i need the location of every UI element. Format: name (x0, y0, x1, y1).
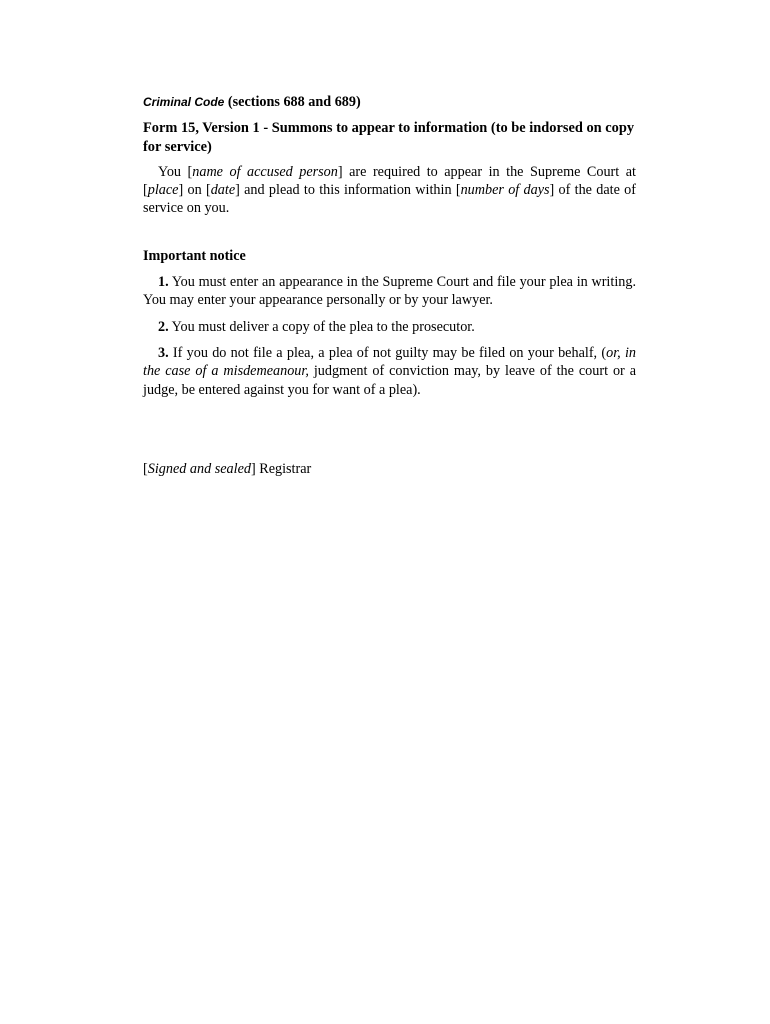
act-reference (143, 93, 636, 111)
summons-text-on: ] on [ (178, 182, 211, 199)
signature-line (143, 460, 636, 478)
summons-text-service: ] of the date of service on you. (143, 182, 637, 217)
notice-item-3 (143, 344, 636, 399)
summons-text-you: You [ (158, 163, 193, 180)
notice-item-text: If you do not file a plea, a plea of not guilty may be filed on your behalf, ( (168, 344, 607, 361)
notice-item-text: You must enter an appearance in the Supreme Court and file your plea in writing. You may enter your appearance personally or by your lawyer. (143, 274, 636, 309)
document-page (143, 93, 636, 478)
summons-text-plead: ] and plead to this information within [ (235, 182, 461, 199)
accused-name-placeholder: name of accused person (192, 163, 338, 180)
summons-text-court: ] are required to appear in the Supreme Court at [ (143, 163, 636, 199)
notice-item-text: You must deliver a copy of the plea to the prosecutor. (168, 318, 475, 335)
signature-registrar: ] Registrar (250, 460, 312, 477)
notice-item-2 (143, 318, 636, 336)
signature-open-bracket: [ (143, 460, 148, 477)
notice-item-1 (143, 273, 636, 310)
act-name: Criminal Code (143, 95, 225, 109)
notice-item-number: 1. (158, 274, 169, 291)
signature-placeholder: Signed and sealed (147, 460, 251, 477)
notice-item-italic: or, in the case of a misdemeanour, (143, 344, 636, 380)
form-title: Form 15, Version 1 - Summons to appear to information (to be indorsed on copy for service) (143, 120, 635, 155)
summons-paragraph (143, 163, 636, 218)
days-placeholder: number of days (460, 182, 550, 199)
notice-item-number: 2. (158, 318, 169, 335)
place-placeholder: place (147, 182, 179, 199)
notice-item-number: 3. (158, 344, 169, 361)
act-sections: (sections 688 and 689) (227, 94, 361, 110)
notice-title: Important notice (143, 247, 246, 264)
notice-item-text: judgment of conviction may, by leave of the court or a judge, be entered against you for want of a plea). (143, 363, 636, 398)
date-placeholder: date (210, 182, 236, 199)
